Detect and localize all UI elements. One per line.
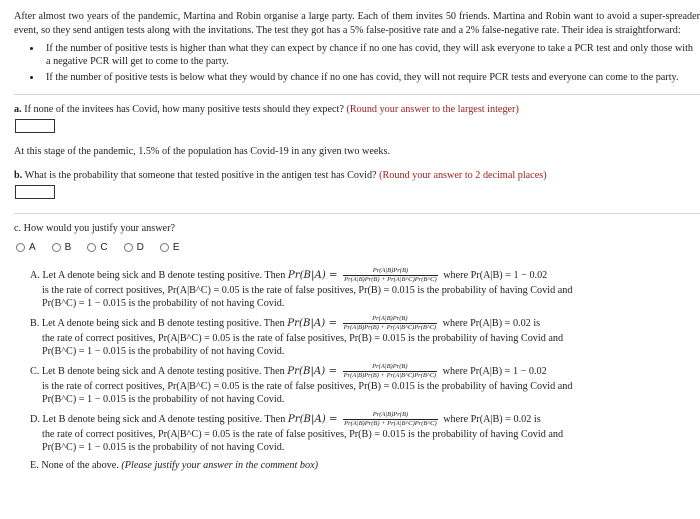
list-item: • If the number of positive tests is below what they would by chance if no one has covid, they will not require PCR tests and everyone can come to the party.: [42, 72, 700, 85]
divider: [14, 213, 700, 214]
question-b-hint: (Round your answer to 2 decimal places): [379, 169, 547, 181]
option-d: D. Let B denote being sick and A denote testing positive. Then Pr(B|A) = $\frac{Pr(A|B)Pr(B)}{Pr(A|B)Pr(B) + Pr(A|B\^{}C)Pr(B\^{}C)}$ where Pr(A|B) = 0.02 is the rate of correct positives, Pr(A|B^C) = 0.05 is the rate of false positives, Pr(B) = 0.015 is the probability of having Covid and Pr(B^C) = 1 − 0.015 is the probability of not having Covid.: [30, 410, 564, 453]
radio-circle-icon[interactable]: [87, 243, 96, 252]
option-e-note: (Please justify your answer in the comment box): [121, 459, 319, 471]
answer-radio-group: [16, 242, 700, 253]
option-a: A. Let A denote being sick and B denote testing positive. Then Pr(B|A) = $\frac{Pr(A|B)Pr(B)}{Pr(A|B)Pr(B) + Pr(A|B\^{}C)Pr(B\^{}C)}$ where Pr(A|B) = 1 − 0.02 is the rate of correct positives, Pr(A|B^C) = 0.05 is the rate of false positives, Pr(B) = 0.015 is the probability of having Covid and Pr(B^C) = 1 − 0.015 is the probability of not having Covid.: [30, 266, 573, 309]
radio-circle-icon[interactable]: [124, 243, 133, 252]
formula-lhs: Pr(B|A) =: [287, 413, 338, 425]
option-c: C. Let B denote being sick and A denote testing positive. Then Pr(B|A) = $\frac{Pr(A|B)Pr(B)}{Pr(A|B)Pr(B) + Pr(A|B\^{}C)Pr(B\^{}C)}$ where Pr(A|B) = 1 − 0.02 is the rate of correct positives, Pr(A|B^C) = 0.05 is the rate of false positives, Pr(B) = 0.015 is the probability of having Covid and Pr(B^C) = 1 − 0.015 is the probability of not having Covid.: [30, 362, 573, 405]
formula-fraction: $\frac{Pr(A|B)Pr(B)}{Pr(A|B)Pr(B) + Pr(A|B\^{}C)Pr(B\^{}C)}$: [344, 410, 437, 427]
question-c: c. How would you justify your answer?: [14, 223, 175, 234]
formula-lhs: Pr(B|A) =: [287, 269, 338, 281]
radio-circle-icon[interactable]: [16, 243, 25, 252]
divider: [14, 94, 700, 95]
question-b: [14, 169, 700, 183]
question-a-hint: (Round your answer to the largest integer): [346, 103, 519, 115]
question-a-label: a.: [14, 103, 22, 115]
radio-option-e[interactable]: E: [160, 242, 180, 253]
radio-option-a[interactable]: A: [16, 242, 36, 253]
question-a-text: If none of the invitees has Covid, how many positive tests should they expect?: [24, 103, 344, 115]
stage-text: At this stage of the pandemic, 1.5% of the population has Covid-19 in any given two weeks.: [14, 146, 391, 157]
radio-circle-icon[interactable]: [52, 243, 61, 252]
question-b-label: b.: [14, 169, 23, 181]
question-a: [14, 103, 700, 117]
question-b-text: What is the probability that someone that tested positive in the antigen test has Covid?: [24, 169, 377, 181]
answer-a-input[interactable]: [15, 119, 55, 133]
strategy-list: [14, 43, 700, 85]
intro-paragraph: After almost two years of the pandemic, Martina and Robin organise a large party. Each of them invites 50 friends. Martina and Robin want to avoid a super-spreader event, so they send antigen tests along with the invitations. The test they got has a 5% false-positive rate and a 2% false-negative rate. Their idea is straightforward:: [14, 11, 700, 36]
answer-b-input[interactable]: [15, 185, 55, 199]
formula-fraction: $\frac{Pr(A|B)Pr(B)}{Pr(A|B)Pr(B) + Pr(A|B\^{}C)Pr(B\^{}C)}$: [343, 362, 437, 379]
radio-option-c[interactable]: C: [87, 242, 107, 253]
formula-fraction: $\frac{Pr(A|B)Pr(B)}{Pr(A|B)Pr(B) + Pr(A|B\^{}C)Pr(B\^{}C)}$: [344, 266, 437, 283]
radio-circle-icon[interactable]: [160, 243, 169, 252]
formula-lhs: Pr(B|A) =: [287, 365, 338, 377]
formula-fraction: $\frac{Pr(A|B)Pr(B)}{Pr(A|B)Pr(B) + Pr(A|B\^{}C)Pr(B\^{}C)}$: [343, 314, 437, 331]
list-item: • If the number of positive tests is higher than what they can expect by chance if no one has covid, they will ask everyone to take a PCR test and only those with a negative PCR will get to come to the party.: [42, 43, 700, 68]
option-b: B. Let A denote being sick and B denote testing positive. Then Pr(B|A) = $\frac{Pr(A|B)Pr(B)}{Pr(A|B)Pr(B) + Pr(A|B\^{}C)Pr(B\^{}C)}$ where Pr(A|B) = 0.02 is the rate of correct positives, Pr(A|B^C) = 0.05 is the rate of false positives, Pr(B) = 0.015 is the probability of having Covid and Pr(B^C) = 1 − 0.015 is the probability of not having Covid.: [30, 314, 564, 357]
radio-option-d[interactable]: D: [124, 242, 144, 253]
formula-lhs: Pr(B|A) =: [287, 317, 338, 329]
radio-option-b[interactable]: B: [52, 242, 72, 253]
option-list: [14, 267, 700, 473]
option-e: E. None of the above. (Please justify your answer in the comment box): [30, 459, 319, 471]
